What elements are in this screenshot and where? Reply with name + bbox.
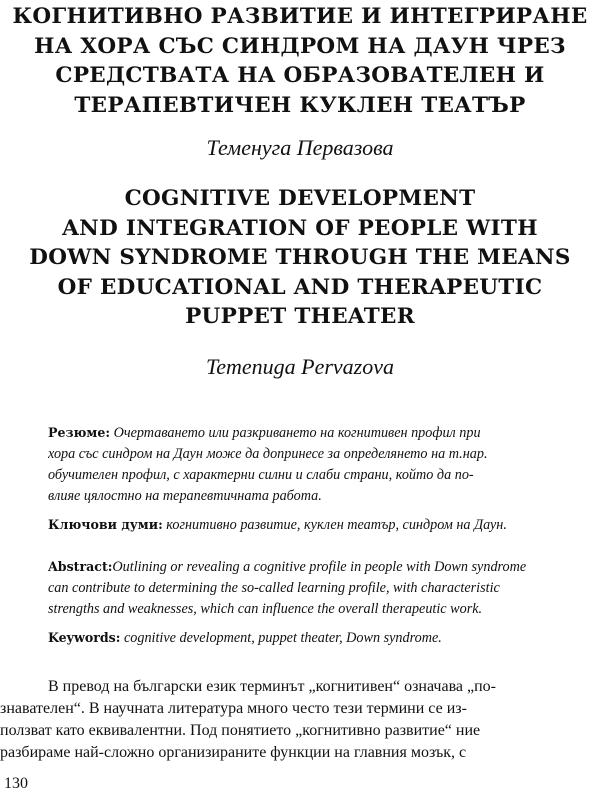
body-line: В превод на български език терминът „когнитивен“ означава „по- xyxy=(48,678,497,695)
bulgarian-abstract-line: обучителен профил, с характерни силни и слаби страни, който да по- xyxy=(48,467,474,483)
english-abstract-label: Abstract: xyxy=(48,559,113,574)
english-title-line: PUPPET THEATER xyxy=(185,304,415,329)
bulgarian-abstract-line: хора със синдром на Даун може да допринесе за определянето на т.нар. xyxy=(48,446,488,462)
english-abstract-line: can contribute to determining the so-called learning profile, with characteristic xyxy=(48,580,500,596)
bulgarian-keywords-text: когнитивно развитие, куклен театър, синдром на Даун. xyxy=(166,517,507,533)
english-title-line: DOWN SYNDROME THROUGH THE MEANS xyxy=(29,245,571,270)
body-paragraph xyxy=(0,676,600,764)
bulgarian-title xyxy=(0,2,600,120)
english-keywords xyxy=(48,627,600,649)
bulgarian-keywords-label: Ключови думи: xyxy=(48,517,163,532)
english-title xyxy=(0,184,600,332)
bulgarian-title-line: КОГНИТИВНО РАЗВИТИЕ И ИНТЕГРИРАНЕ xyxy=(12,4,588,29)
bulgarian-title-line: НА ХОРА СЪС СИНДРОМ НА ДАУН ЧРЕЗ xyxy=(34,33,566,59)
english-title-line: OF EDUCATIONAL AND THERAPEUTIC xyxy=(57,274,543,300)
english-keywords-text: cognitive development, puppet theater, Down syndrome. xyxy=(123,630,442,646)
english-title-line: COGNITIVE DEVELOPMENT xyxy=(124,186,476,211)
bulgarian-abstract xyxy=(48,422,600,507)
english-author: Temenuga Pervazova xyxy=(206,354,394,379)
bulgarian-abstract-line: Очертаването или разкриването на когнитивен профил при xyxy=(113,425,481,441)
body-line: разбираме най-сложно организираните функции на главния мозък, с xyxy=(0,744,467,761)
bulgarian-title-line: ТЕРАПЕВТИЧЕН КУКЛЕН ТЕАТЪР xyxy=(74,92,526,118)
english-keywords-label: Keywords: xyxy=(48,630,121,645)
english-abstract-line: strengths and weaknesses, which can influence the overall therapeutic work. xyxy=(48,601,483,617)
bulgarian-title-line: СРЕДСТВАТА НА ОБРАЗОВАТЕЛЕН И xyxy=(55,63,545,88)
body-line: ползват като еквивалентни. Под понятието „когнитивно развитие“ ние xyxy=(0,722,481,739)
bulgarian-keywords xyxy=(48,514,600,536)
bulgarian-abstract-line: влияе цялостно на терапевтичната работа. xyxy=(48,488,322,504)
english-abstract-line: Outlining or revealing a cognitive profile in people with Down syndrome xyxy=(112,559,527,575)
body-line: знавателен“. В научната литература много често тези термини се из- xyxy=(0,700,467,717)
page-number: 130 xyxy=(4,775,28,792)
english-abstract xyxy=(48,556,600,620)
english-title-line: AND INTEGRATION OF PEOPLE WITH xyxy=(62,215,538,241)
bulgarian-abstract-label: Резюме: xyxy=(48,425,111,440)
bulgarian-author: Теменуга Первазова xyxy=(206,135,394,160)
